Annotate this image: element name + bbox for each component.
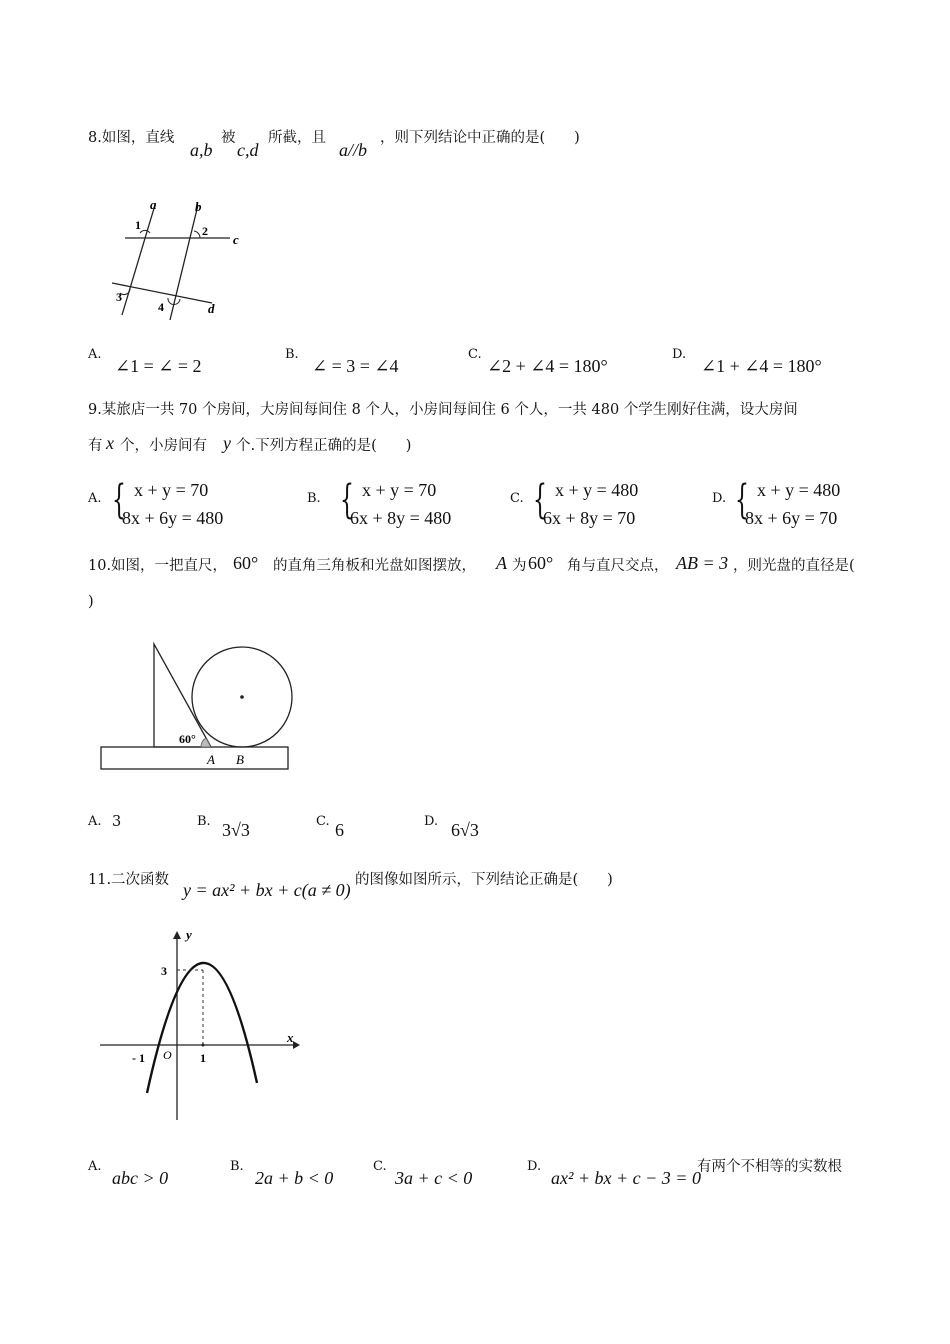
q8-stem-post: ，则下列结论中正确的是( )	[380, 130, 580, 146]
q9-option-a-eq2: 8x + 6y = 480	[122, 508, 224, 528]
label-60: 60°	[179, 732, 196, 746]
q8-option-d-letter[interactable]: D.	[672, 347, 687, 362]
q9-option-c-eq2: 6x + 8y = 70	[543, 508, 636, 528]
x-axis-arrow	[293, 1041, 300, 1049]
q9-line1: 9.某旅店一共 70 个房间，大房间每间住 8 个人，小房间每间住 6 个人，一共 480 个学生刚好住满，设大房间	[88, 402, 798, 418]
q11-option-a-expr: abc > 0	[112, 1168, 169, 1188]
angle-60-mark	[201, 738, 211, 747]
line-b	[170, 205, 198, 320]
label-1: 1	[135, 218, 141, 232]
q9-option-b-eq1: x + y = 70	[362, 480, 437, 500]
q9-option-c-letter[interactable]: C.	[510, 491, 524, 506]
q8-var-parallel: a//b	[339, 140, 368, 160]
q8-option-c-expr: ∠2 + ∠4 = 180°	[487, 356, 608, 376]
label-O: O	[163, 1048, 172, 1062]
q9-option-c-eq1: x + y = 480	[555, 480, 639, 500]
label-x: x	[287, 1030, 294, 1045]
label-c: c	[233, 232, 239, 247]
q10-angle1: 60°	[233, 553, 259, 573]
label-1: 1	[200, 1051, 206, 1065]
q8-option-d-expr: ∠1 + ∠4 = 180°	[701, 356, 822, 376]
label-A: A	[207, 752, 215, 767]
q8-option-a-letter[interactable]: A.	[88, 347, 102, 362]
q11-option-c-letter[interactable]: C.	[373, 1159, 387, 1174]
q11-option-d-suffix: 有两个不相等的实数根	[697, 1159, 842, 1175]
q8-var-cd: c,d	[237, 140, 259, 160]
label-neg1: - 1	[132, 1051, 145, 1065]
q8-figure	[100, 195, 260, 325]
q9-option-b-eq2: 6x + 8y = 480	[350, 508, 452, 528]
q10-stem-mid: 的直角三角板和光盘如图摆放，	[273, 558, 476, 574]
q10-angle2: 60°	[528, 553, 554, 573]
q8-var-ab: a,b	[190, 140, 213, 160]
label-B: B	[236, 752, 244, 767]
q10-stem-mid3: 角与直尺交点，	[567, 558, 669, 574]
q8-option-b-letter[interactable]: B.	[285, 347, 299, 362]
q11-option-c-expr: 3a + c < 0	[395, 1168, 473, 1188]
tick-1-dot	[202, 1044, 205, 1047]
y-axis-arrow	[173, 931, 181, 939]
q10-option-a-letter[interactable]: A.	[88, 814, 102, 829]
q9-option-d-eq2: 8x + 6y = 70	[745, 508, 838, 528]
q10-option-d-expr: 6√3	[451, 820, 479, 840]
q11-option-a-letter[interactable]: A.	[88, 1159, 102, 1174]
q11-option-d-expr: ax² + bx + c − 3 = 0	[551, 1168, 701, 1188]
q10-figure	[95, 636, 300, 776]
q10-stem-line2: )	[88, 594, 94, 610]
disc-center	[240, 695, 244, 699]
label-4: 4	[158, 300, 164, 314]
q9-option-a-eq1: x + y = 70	[134, 480, 209, 500]
q8-stem-mid2: 所截，且	[268, 130, 326, 146]
q9-option-b-letter[interactable]: B.	[307, 491, 321, 506]
label-d: d	[208, 301, 215, 316]
q11-stem-pre: 11.二次函数	[88, 872, 170, 888]
q9-line2-pre: 有	[88, 438, 103, 454]
q9-option-d-eq1: x + y = 480	[757, 480, 841, 500]
q10-option-d-letter[interactable]: D.	[424, 814, 439, 829]
label-b: b	[195, 199, 202, 214]
q9-option-d-letter[interactable]: D.	[712, 491, 727, 506]
q11-option-d-letter[interactable]: D.	[527, 1159, 542, 1174]
q11-figure	[95, 925, 310, 1125]
q10-option-b-expr: 3√3	[222, 820, 250, 840]
q10-stem-mid2: 为	[512, 558, 527, 574]
q11-stem-post: 的图像如图所示，下列结论正确是( )	[355, 872, 613, 888]
angle-2-arc	[194, 231, 200, 238]
q9-line2-post: 个.下列方程正确的是( )	[236, 438, 412, 454]
q10-var-A: A	[496, 553, 507, 573]
q10-stem-pre: 10.如图，一把直尺，	[88, 558, 228, 574]
angle-1-arc	[140, 230, 150, 233]
q9-var-x: x	[106, 433, 114, 453]
label-3: 3	[161, 964, 167, 978]
label-y: y	[186, 927, 192, 942]
q8-option-c-letter[interactable]: C.	[468, 347, 482, 362]
q9-line2-mid: 个，小房间有	[120, 438, 207, 454]
q10-option-c-expr: 6	[335, 820, 344, 840]
q8-option-b-expr: ∠ = 3 = ∠4	[312, 356, 399, 376]
q9-var-y: y	[223, 433, 231, 453]
q10-option-a-expr: 3	[112, 814, 122, 830]
parabola	[147, 963, 257, 1093]
q10-stem-post: ，则光盘的直径是(	[733, 558, 855, 574]
q8-option-a-expr: ∠1 = ∠ = 2	[115, 356, 202, 376]
q8-stem-mid: 被	[221, 130, 236, 146]
label-a: a	[150, 197, 157, 212]
q10-ab-eq: AB = 3	[676, 553, 729, 573]
q11-option-b-expr: 2a + b < 0	[255, 1168, 334, 1188]
label-3: 3	[116, 290, 122, 304]
q10-option-b-letter[interactable]: B.	[197, 814, 211, 829]
q8-stem-pre: 8.如图，直线	[88, 130, 175, 146]
q11-option-b-letter[interactable]: B.	[230, 1159, 244, 1174]
ruler	[101, 747, 288, 769]
label-2: 2	[202, 224, 208, 238]
q11-func: y = ax² + bx + c(a ≠ 0)	[183, 880, 351, 900]
q10-option-c-letter[interactable]: C.	[316, 814, 330, 829]
q9-option-a-letter[interactable]: A.	[88, 491, 102, 506]
